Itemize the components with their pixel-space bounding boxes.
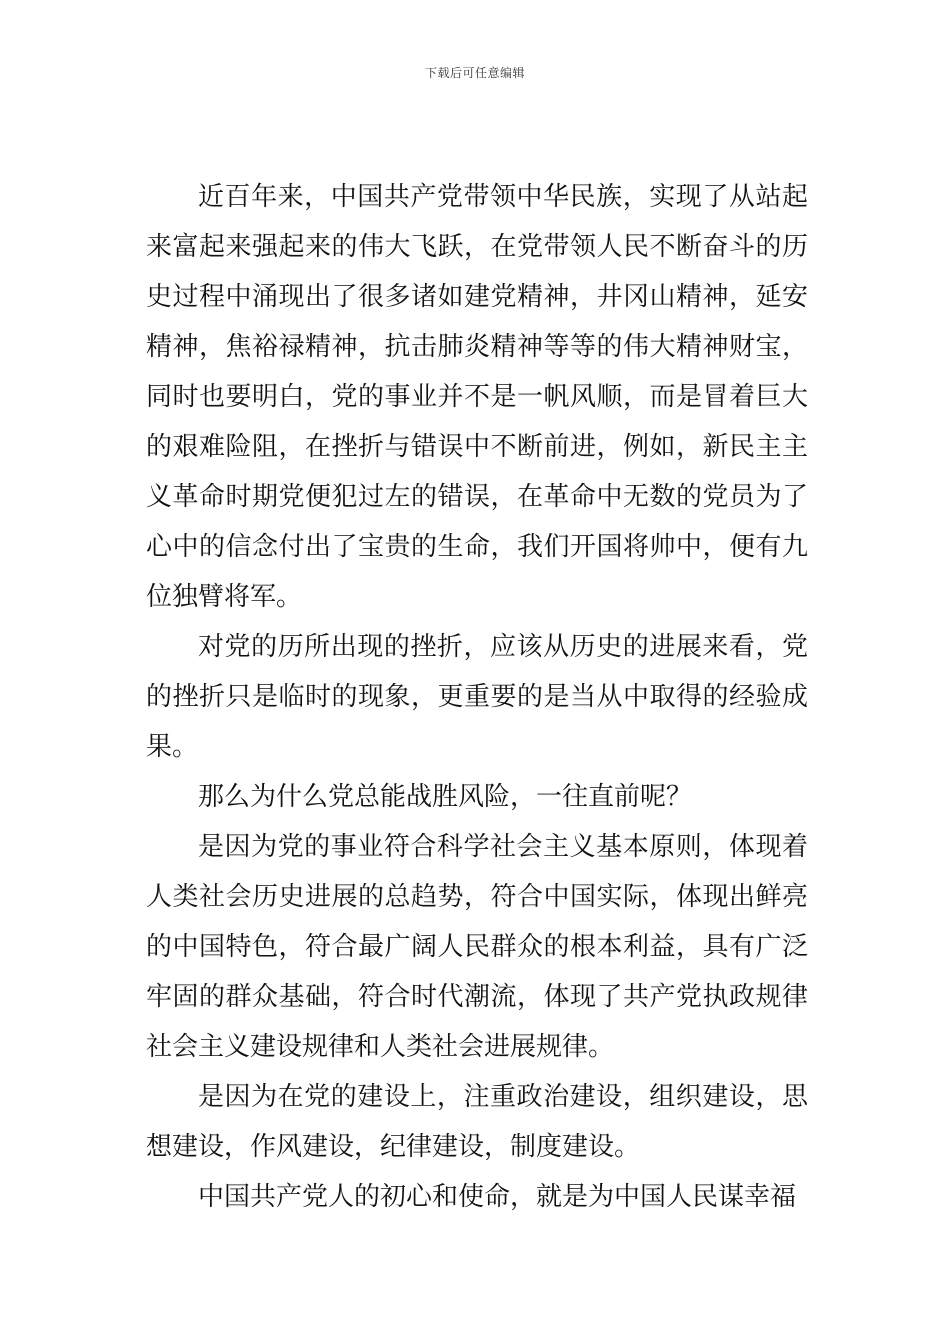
paragraph-3: 那么为什么党总能战胜风险，一往直前呢？ <box>198 782 693 812</box>
paragraph-4: 是因为党的事业符合科学社会主义基本原则，体现着人类社会历史进展的总趋势，符合中国实际，体现出鲜亮的中国特色，符合最广阔人民群众的根本利益，具有广泛牢固的群众基础，符合时代潮流，体现了共产党执政规律社会主义建设规律和人类社会进展规律。 <box>146 832 808 1062</box>
page-header: 下载后可任意编辑 <box>424 66 525 80</box>
paragraph-5: 是因为在党的建设上，注重政治建设，组织建设，思想建设，作风建设，纪律建设，制度建设。 <box>146 1082 808 1162</box>
paragraph-2: 对党的历所出现的挫折，应该从历史的进展来看，党的挫折只是临时的现象，更重要的是当从中取得的经验成果。 <box>146 632 808 762</box>
paragraph-1: 近百年来，中国共产党带领中华民族，实现了从站起来富起来强起来的伟大飞跃，在党带领人民不断奋斗的历史过程中涌现出了很多诸如建党精神，井冈山精神，延安精神，焦裕禄精神，抗击肺炎精神等等的伟大精神财宝，同时也要明白，党的事业并不是一帆风顺，而是冒着巨大的艰难险阻，在挫折与错误中不断前进，例如，新民主主义革命时期党便犯过左的错误，在革命中无数的党员为了心中的信念付出了宝贵的生命，我们开国将帅中，便有九位独臂将军。 <box>146 182 808 612</box>
document-body <box>146 172 808 1222</box>
paragraph-6: 中国共产党人的初心和使命，就是为中国人民谋幸福 <box>198 1182 797 1212</box>
